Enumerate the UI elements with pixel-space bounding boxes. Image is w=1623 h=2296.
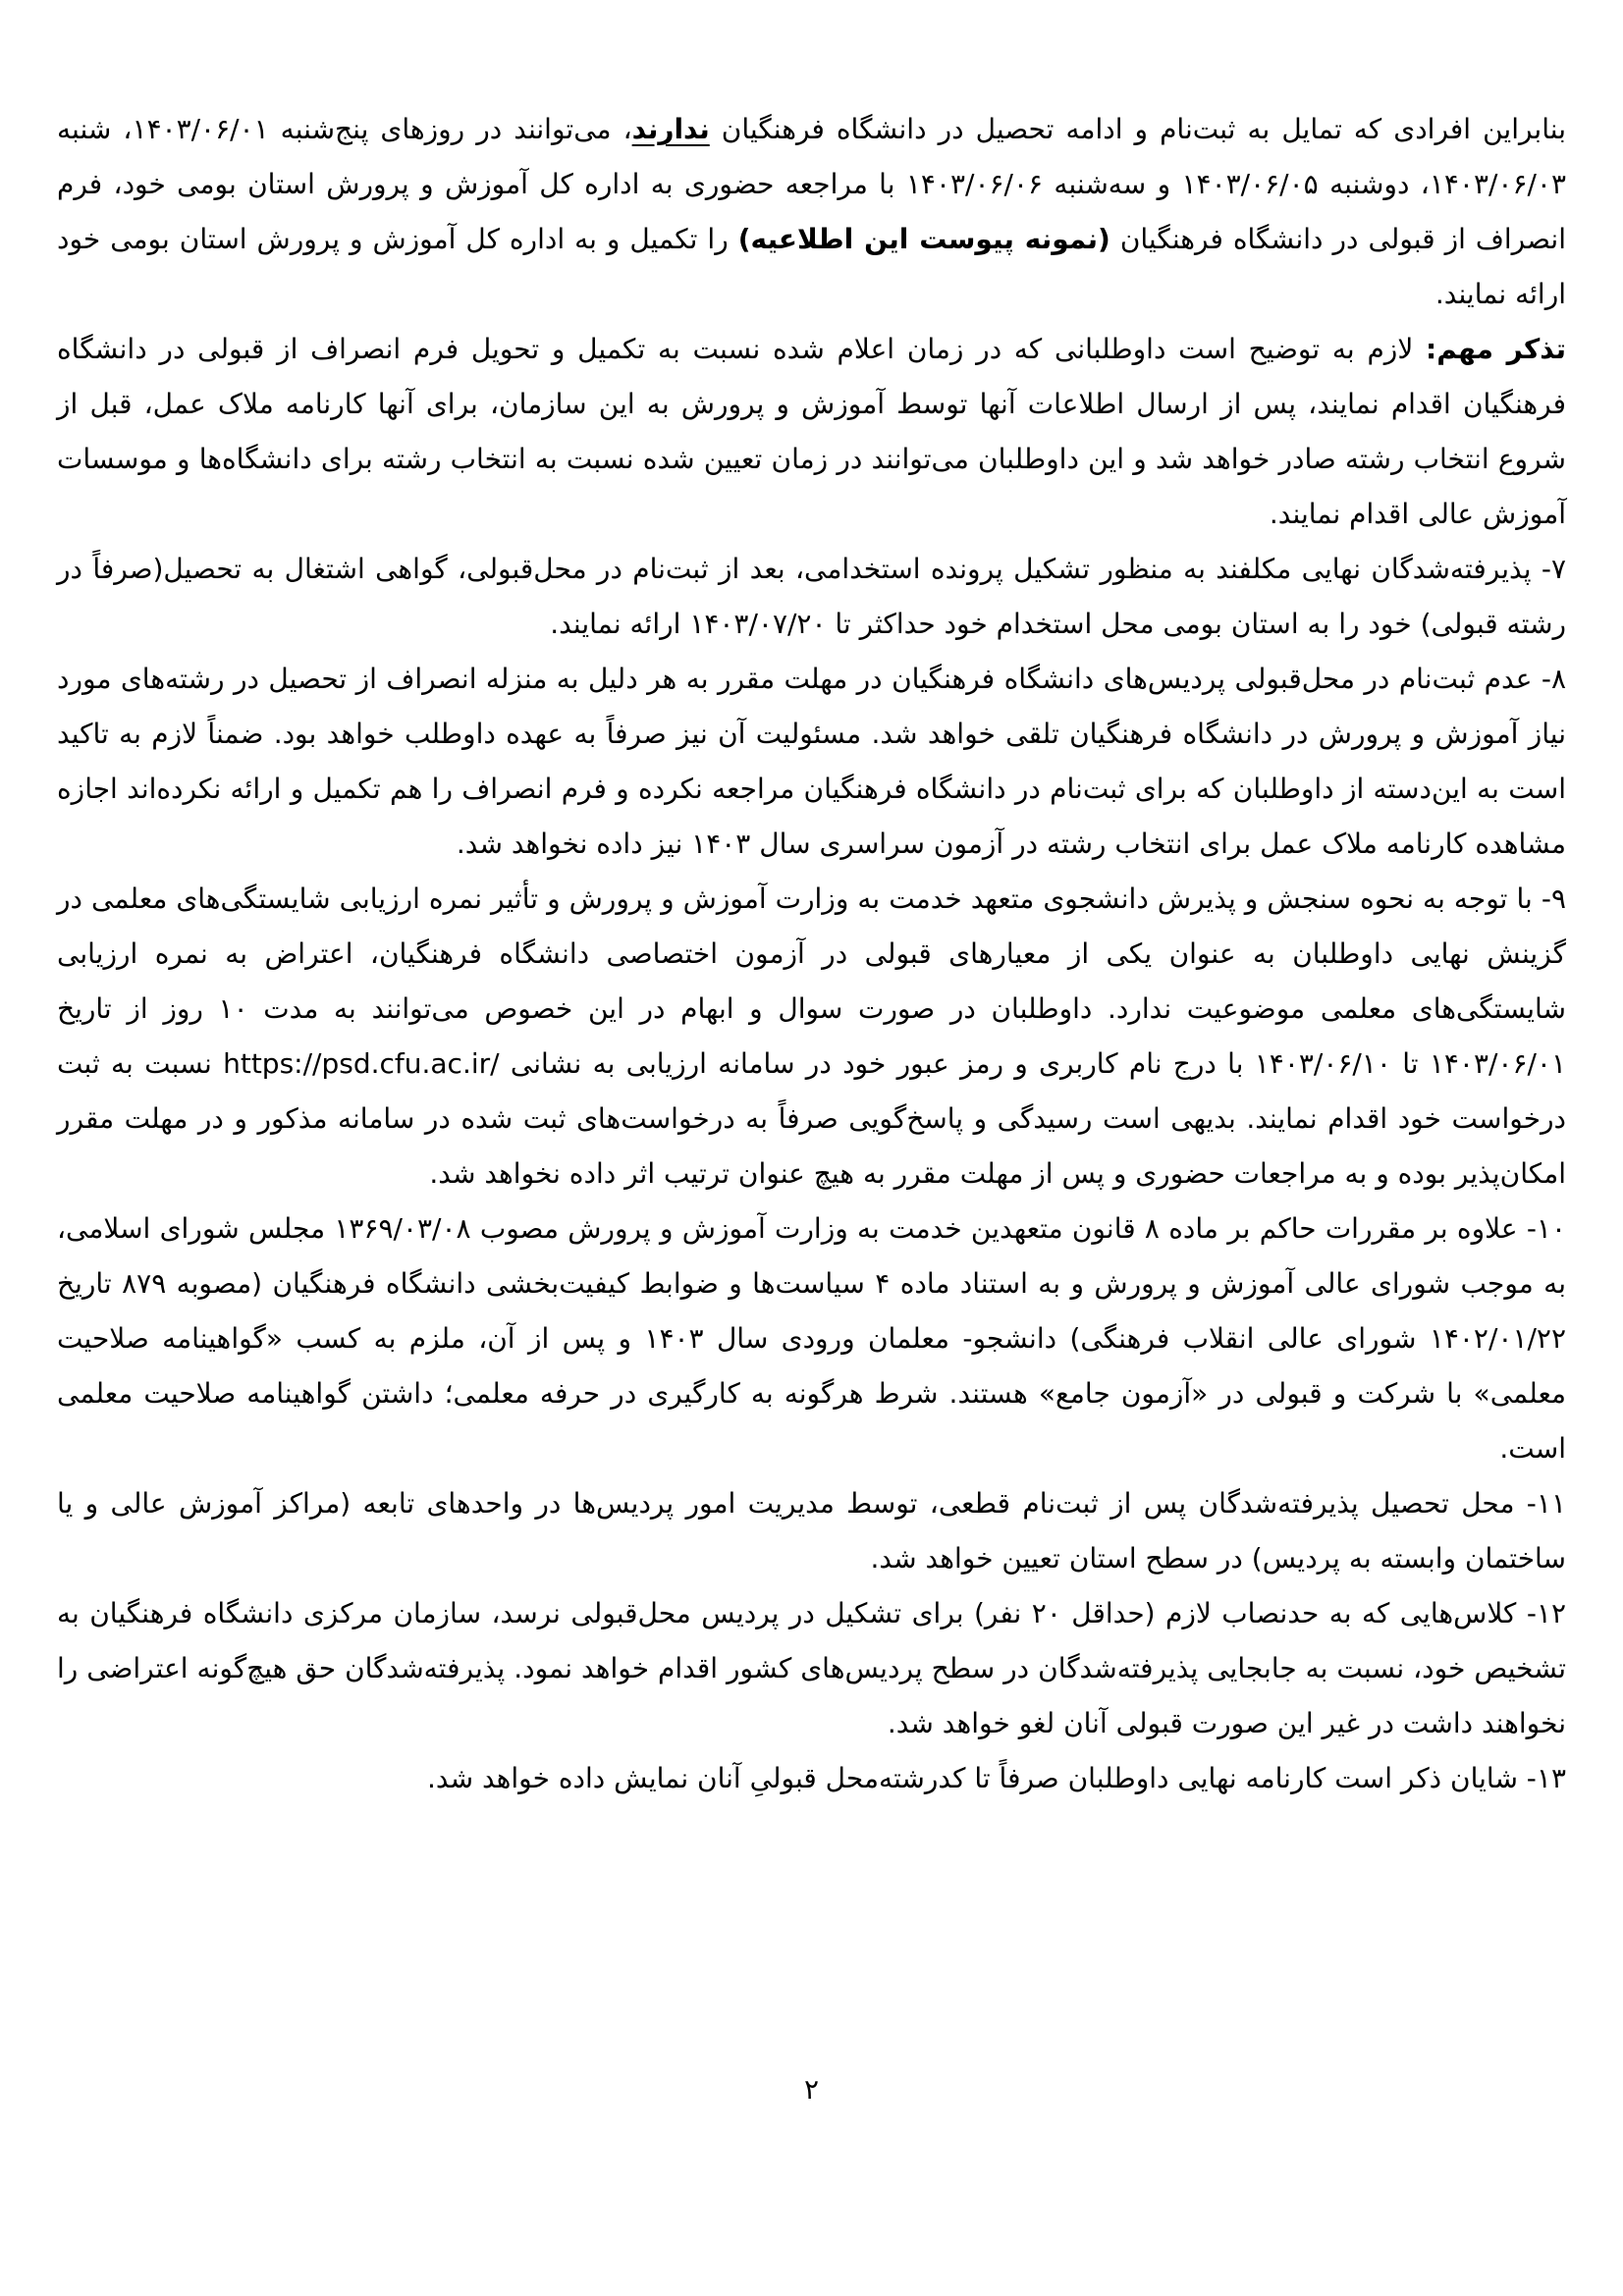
text-run: ، می‌توانند در روزهای پنج‌شنبه ۱۴۰۳/۰۶/۰۱، شنبه ۱۴۰۳/۰۶/۰۳، دوشنبه ۱۴۰۳/۰۶/۰۵ و سه‌شنبه ۱۴۰۳/۰۶/۰۶ با مراجعه حضوری به اداره کل آموزش و پرورش استان بومی خود، فرم انصراف از قبولی در دانشگاه فرهنگیان bbox=[57, 113, 1567, 255]
text-run: را تکمیل و به اداره کل آموزش و پرورش استان بومی خود ارائه نمایند. bbox=[57, 223, 1566, 310]
text-run: ۸- عدم ثبت‌نام در محل‌قبولی پردیس‌های دانشگاه فرهنگیان در مهلت مقرر به هر دلیل به منزله انصراف از تحصیل در رشته‌های مورد نیاز آموزش و پرورش در دانشگاه فرهنگیان تلقی خواهد شد. مسئولیت آن نیز صرفاً به عهده داوطلب خواهد بود. ضمناً لازم به تاکید است به این‌دسته از داوطلبان که برای ثبت‌نام در دانشگاه فرهنگیان مراجعه نکرده و فرم انصراف را هم تکمیل و ارائه نکرده‌اند اجازه مشاهده کارنامه ملاک عمل برای انتخاب رشته در آزمون سراسری سال ۱۴۰۳ نیز داده نخواهد شد. bbox=[57, 663, 1566, 860]
text-run: نسبت به ثبت درخواست خود اقدام نمایند. بدیهی است رسیدگی و پاسخ‌گویی صرفاً به درخواست‌های ثبت شده در سامانه مذکور و در مهلت مقرر امکان‌پذیر بوده و به مراجعات حضوری و پس از مهلت مقرر به هیچ عنوان ترتیب اثر داده نخواهد شد. bbox=[57, 1047, 1566, 1190]
paragraph-item-13 bbox=[57, 1751, 1566, 1806]
page-number: ۲ bbox=[803, 2073, 820, 2106]
text-run: ۱۱- محل تحصیل پذیرفته‌شدگان پس از ثبت‌نام قطعی، توسط مدیریت امور پردیس‌ها در واحدهای تابعه (مراکز آموزش عالی و یا ساختمان وابسته به پردیس) در سطح استان تعیین خواهد شد. bbox=[57, 1487, 1566, 1575]
text-run: لازم به توضیح است داوطلبانی که در زمان اعلام شده نسبت به تکمیل و تحویل فرم انصراف از قبولی در دانشگاه فرهنگیان اقدام نمایند، پس از ارسال اطلاعات آنها توسط آموزش و پرورش به این سازمان، برای آنها کارنامه ملاک عمل، قبل از شروع انتخاب رشته صادر خواهد شد و این داوطلبان می‌توانند در زمان تعیین شده نسبت به انتخاب رشته برای دانشگاه‌ها و موسسات آموزش عالی اقدام نمایند. bbox=[57, 333, 1566, 530]
text-run: ۱۲- کلاس‌هایی که به حدنصاب لازم (حداقل ۲۰ نفر) برای تشکیل در پردیس محل‌قبولی نرسد، سازمان مرکزی دانشگاه فرهنگیان به تشخیص خود، نسبت به جابجایی پذیرفته‌شدگان در سطح پردیس‌های کشور اقدام خواهد نمود. پذیرفته‌شدگان حق هیچ‌گونه اعتراضی را نخواهند داشت در غیر این صورت قبولی آنان لغو خواهد شد. bbox=[57, 1597, 1566, 1739]
paragraph-item-9 bbox=[57, 872, 1566, 1201]
text-run: ۹- با توجه به نحوه سنجش و پذیرش دانشجوی متعهد خدمت به وزارت آموزش و پرورش و تأثیر نمره ارزیابی شایستگی‌های معلمی در گزینش نهایی داوطلبان به عنوان یکی از معیارهای قبولی در آزمون اختصاصی دانشگاه فرهنگیان، اعتراض به نمره ارزیابی شایستگی‌های معلمی موضوعیت ندارد. داوطلبان در صورت سوال و ابهام در این خصوص می‌توانند به مدت ۱۰ روز از تاریخ ۱۴۰۳/۰۶/۰۱ تا ۱۴۰۳/۰۶/۱۰ با درج نام کاربری و رمز عبور خود در سامانه ارزیابی به نشانی bbox=[57, 882, 1567, 1080]
text-run: (نمونه پیوست این اطلاعیه) bbox=[737, 223, 1110, 255]
text-run: ۷- پذیرفته‌شدگان نهایی مکلفند به منظور تشکیل پرونده استخدامی، بعد از ثبت‌نام در محل‌قبولی، گواهی اشتغال به تحصیل(صرفاً در رشته قبولی) خود را به استان بومی محل استخدام خود حداکثر تا ۱۴۰۳/۰۷/۲۰ ارائه نمایند. bbox=[57, 553, 1566, 640]
paragraph-important-note bbox=[57, 322, 1566, 542]
text-run: ۱۳- شایان ذکر است کارنامه نهایی داوطلبان صرفاً تا کدرشته‌محل قبولیِ آنان نمایش داده خواهد شد. bbox=[426, 1762, 1566, 1794]
document-body bbox=[57, 102, 1566, 1806]
evaluation-portal-url: https://psd.cfu.ac.ir/ bbox=[223, 1047, 500, 1080]
paragraph-item-7 bbox=[57, 542, 1566, 652]
paragraph-item-8 bbox=[57, 652, 1566, 872]
text-run: تذکر مهم: bbox=[1426, 333, 1566, 365]
text-run: ۱۰- علاوه بر مقررات حاکم بر ماده ۸ قانون متعهدین خدمت به وزارت آموزش و پرورش مصوب ۱۳۶۹/۰۳/۰۸ مجلس شورای اسلامی، به موجب شورای عالی آموزش و پرورش و به استناد ماده ۴ سیاست‌ها و ضوابط کیفیت‌بخشی دانشگاه فرهنگیان (مصوبه ۸۷۹ تاریخ ۱۴۰۲/۰۱/۲۲ شورای عالی انقلاب فرهنگی) دانشجو- معلمان ورودی سال ۱۴۰۳ و پس از آن، ملزم به کسب «گواهینامه صلاحیت معلمی» با شرکت و قبولی در «آزمون جامع» هستند. شرط هرگونه به کارگیری در حرفه معلمی؛ داشتن گواهینامه صلاحیت معلمی است. bbox=[57, 1212, 1566, 1465]
paragraph-item-10 bbox=[57, 1201, 1566, 1476]
text-run: ندارند bbox=[631, 113, 710, 145]
text-run: بنابراین افرادی که تمایل به ثبت‌نام و ادامه تحصیل در دانشگاه فرهنگیان bbox=[709, 113, 1566, 145]
paragraph-item-12 bbox=[57, 1586, 1566, 1751]
paragraph-item-11 bbox=[57, 1476, 1566, 1586]
paragraph-intro-withdrawal-instructions bbox=[57, 102, 1566, 322]
